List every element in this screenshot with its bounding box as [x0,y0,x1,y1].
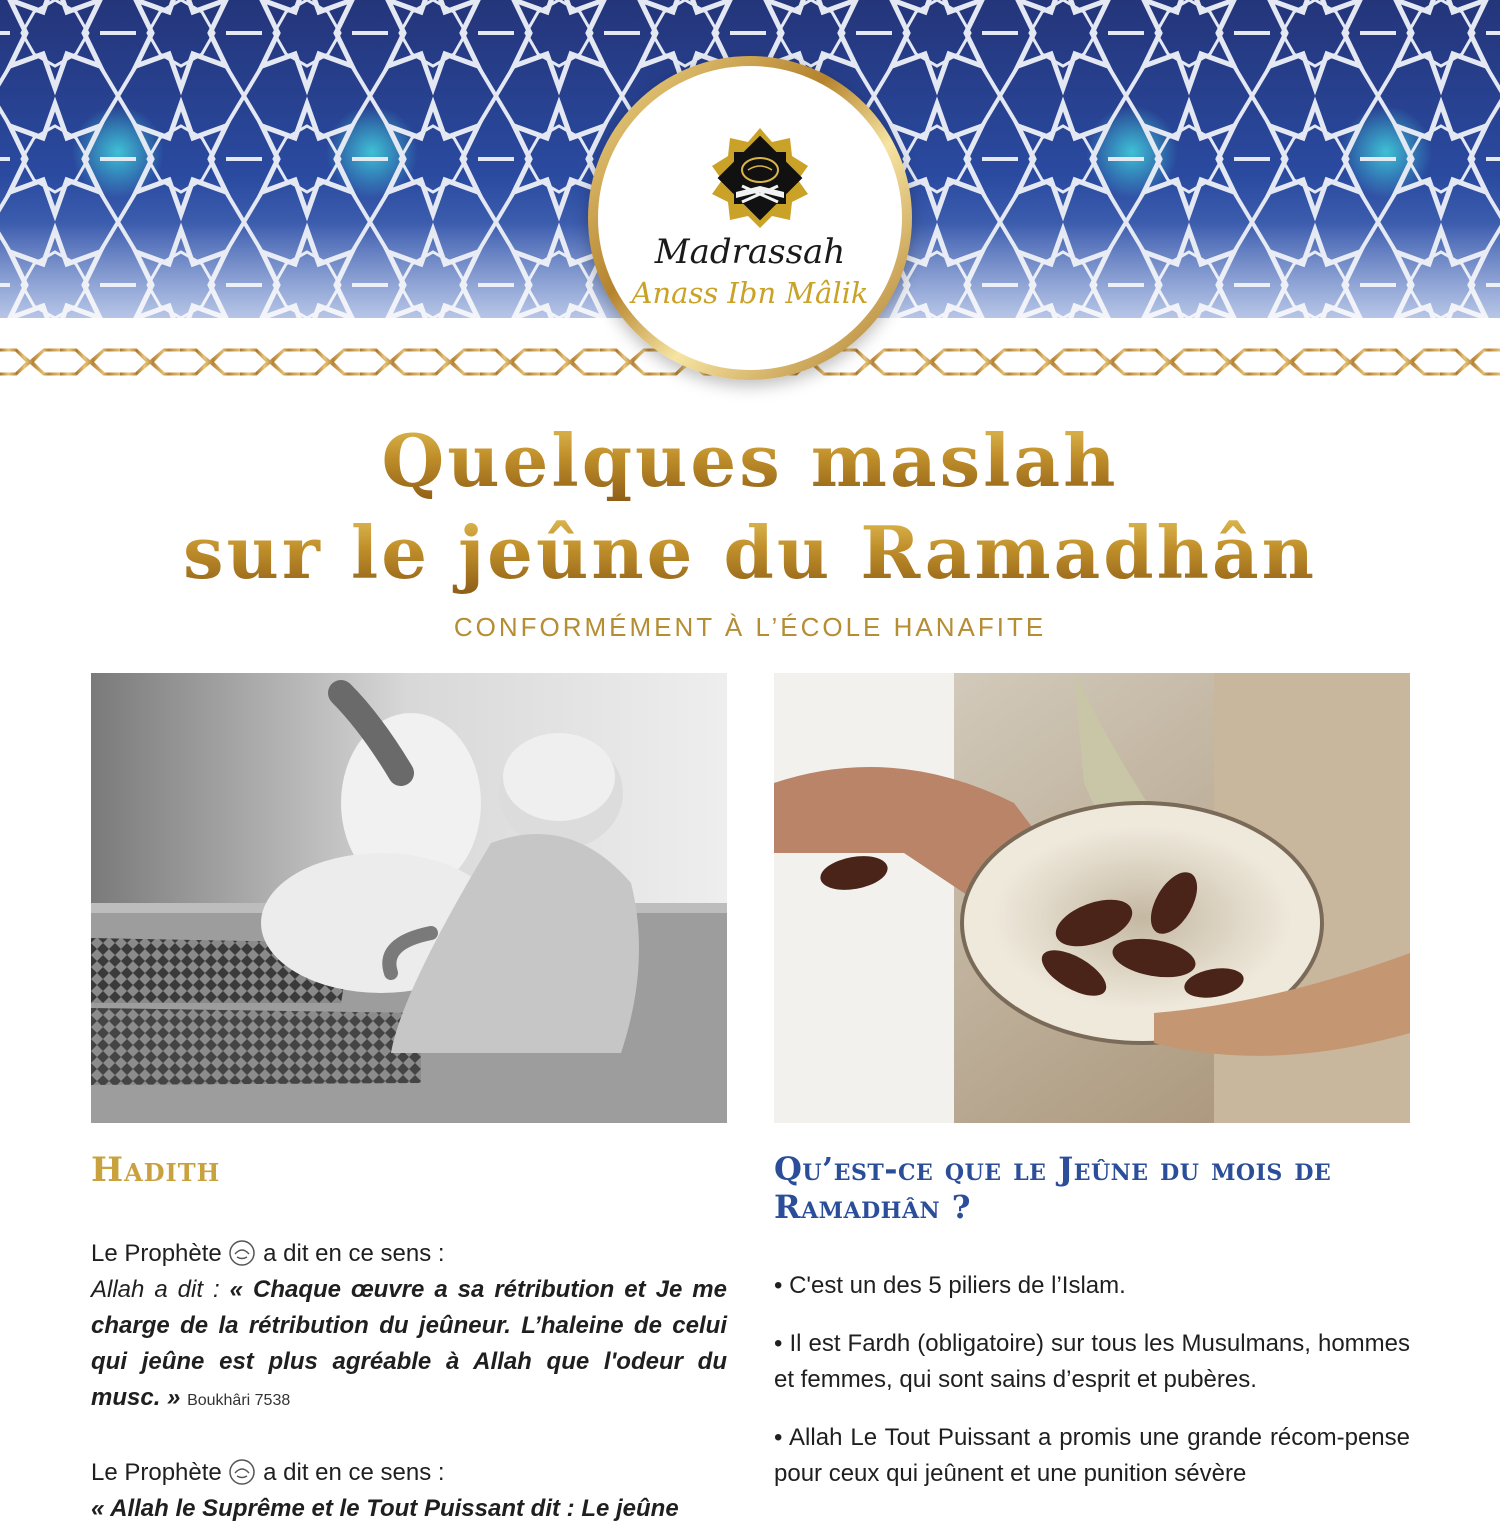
hadith-quote-1-source: Boukhâri 7538 [187,1392,291,1409]
quran-emblem-icon [708,126,812,230]
photo-dates-bowl [774,673,1410,1123]
page-title-line2: sur le jeûne du Ramadhân [0,510,1500,595]
fasting-bullet-2: • Il est Fardh (obligatoire) sur tous les Musulmans, hommes et femmes, qui sont sains d’esprit et pubères. [774,1330,1410,1393]
hadith-intro-1-text: Le Prophète [91,1240,222,1267]
page-title-line1: Quelques maslah [0,418,1500,503]
fasting-heading: Qu’est-ce que le Jeûne du mois de Ramadhân ? [774,1150,1332,1226]
fasting-bullet-1: • C'est un des 5 piliers de l’Islam. [774,1272,1126,1299]
brand-name-line2: Anass Ibn Mâlik [631,276,869,310]
hadith-quote-1 [91,1272,727,1419]
hadith-intro-2-tail: a dit en ce sens : [256,1459,445,1486]
hadith-quote-2 [91,1491,727,1527]
page-subtitle: CONFORMÉMENT À L’ÉCOLE HANAFITE [453,612,1047,642]
hadith-intro-2 [91,1455,727,1491]
hadith-quote-1-text: « Chaque œuvre a sa rétribution et Je me charge de la rétribution du jeûneur. L’haleine de celui qui jeûne est plus agréable à Allah que l'odeur du musc. » [91,1276,727,1411]
logo-disc [598,66,902,370]
hadith-quote-2-text: « Allah le Suprême et le Tout Puissant dit : Le jeûne [91,1495,679,1522]
fasting-bullet-3: • Allah Le Tout Puissant a promis une grande récom-pense pour ceux qui jeûnent et une punition sévère [774,1424,1410,1487]
fasting-definition-section [774,1150,1410,1514]
hadith-heading: Hadith [91,1150,221,1190]
sallallahu-calligraphy-icon [228,1458,256,1486]
hadith-intro-1-tail: a dit en ce sens : [256,1240,445,1267]
hadith-intro-1 [91,1236,727,1272]
hadith-section [91,1150,727,1527]
hadith-intro-2-text: Le Prophète [91,1459,222,1486]
brand-name-line1: Madrassah [654,232,846,272]
photo-child-praying [91,673,727,1123]
sallallahu-calligraphy-icon [228,1239,256,1267]
logo-medallion [588,56,912,380]
hadith-quote-1-lead: Allah a dit : [91,1276,230,1303]
